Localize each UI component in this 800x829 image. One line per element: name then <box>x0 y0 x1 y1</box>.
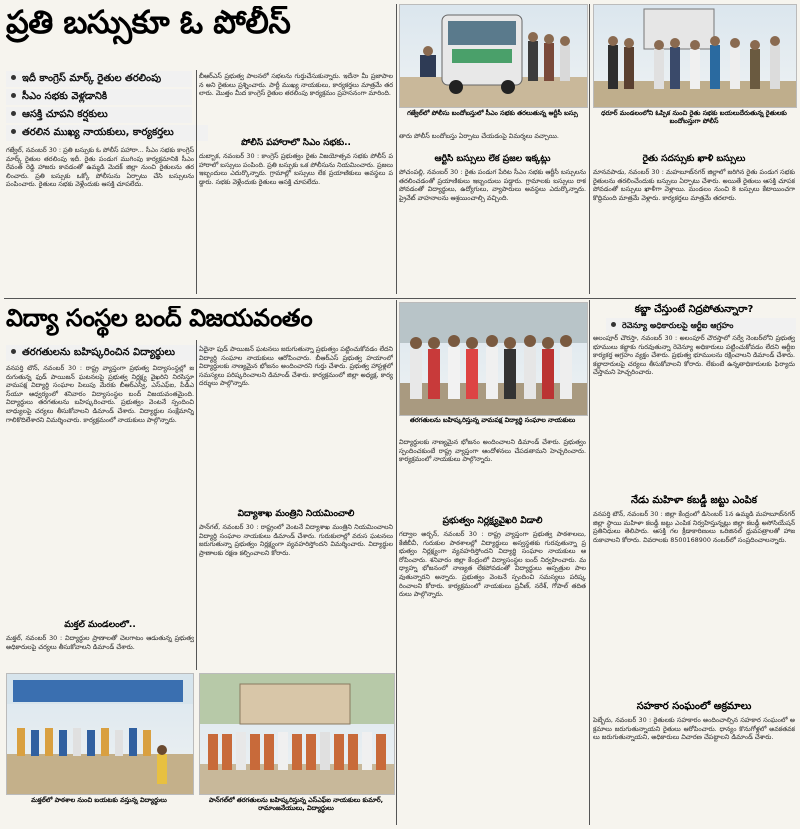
divider <box>589 4 590 294</box>
protest-photo-illustration <box>400 303 587 415</box>
article-bus-col2: బీఆర్ఎస్ ప్రభుత్వ పాలనలో సభలను గుర్తుచేసుకున్నారు. ఇదేనా మీ ప్రజాపాలన అని రైతులు ప్రశ్నించారు. పార్టీ ముఖ్య నాయకులు, కార్యకర్తలు మాత్రమే తరలారు. మొత్తం మీద కాంగ్రెస్ రైతుల తరలింపు కార్యక్రమం ప్రహసనంగా మారింది. <box>199 72 393 98</box>
pangal-photo-illustration <box>200 674 394 794</box>
article-bandh-col2: ఏదైనా ఫుడ్ పాయిజన్ ఘటనలు జరుగుతున్నా ప్రభుత్వం పట్టించుకోవడం లేదని విద్యార్థి సంఘాల నాయకులు ఆరోపించారు. బీఆర్ఎస్ ప్రభుత్వ హయాంలో విద్యార్థులకు నాణ్యమైన భోజనం అందించారని గుర్తు చేశారు. ప్రభుత్వ హాస్టళ్లలో సమస్యలు పరిష్కరించాలని డిమాండ్ చేశారు. కార్యక్రమంలో జిల్లా అధ్యక్ష, కార్యదర్శులు పాల్గొన్నారు. <box>199 345 393 388</box>
article-encroachment: అలంపూర్ చౌరస్తా, నవంబర్ 30 : అలంపూర్ చౌరస్తాలో సర్వే నెంబర్‌లోని ప్రభుత్వ భూములు కబ్జాకు గురవుతున్నా రెవెన్యూ అధికారులు పట్టించుకోవడం లేదని ఆర్టీఐ కార్యకర్త ఆగ్రహం వ్యక్తం చేశారు. ప్రభుత్వ భూములను రక్షించాలని డిమాండ్ చేశారు. కబ్జాదారులపై చర్యలు తీసుకోవాలని కోరారు. లేకుంటే ఉన్నతాధికారులకు ఫిర్యాదు చేస్తామని హెచ్చరించారు. <box>593 334 795 377</box>
article-bandh-col3: విద్యార్థులకు నాణ్యమైన భోజనం అందించాలని డిమాండ్ చేశారు. ప్రభుత్వం స్పందించకుంటే రాష్ట్ర వ్యాప్తంగా ఆందోళనలు చేపడతామని హెచ్చరించారు. కార్యక్రమంలో నాయకులు పాల్గొన్నారు. <box>399 438 586 464</box>
divider <box>196 340 197 670</box>
photo-farmers-police <box>593 4 797 108</box>
subhead-education-minister: విద్యాశాఖ మంత్రిని నియమించాలి <box>237 509 355 519</box>
photo-pangal-students <box>199 673 395 795</box>
caption-photo-farmers: ధరూర్ మండలంలోని ఓప్పిక నుంచి రైతు సభకు బయలుదేరుతున్న రైతులకు బందోబస్తుగా పోలీస్ <box>601 109 787 126</box>
subhead-negligence: ప్రభుత్వం నిర్లక్ష్యవైఖరి వీడాలి <box>442 516 543 526</box>
school-photo-illustration <box>7 674 193 794</box>
divider <box>396 300 397 825</box>
article-cooperative: పెబ్బేరు, నవంబర్ 30 : రైతులకు సహకారం అందించాల్సిన సహకార సంఘంలో అక్రమాలు జరుగుతున్నాయని రైతులు ఆరోపించారు. ధాన్యం కొనుగోళ్లలో అవకతవకలు జరుగుతున్నాయని, అధికారులు విచారణ చేపట్టాలని డిమాండ్ చేశారు. <box>593 716 795 742</box>
divider <box>4 298 796 299</box>
article-maktal: మక్తల్, నవంబర్ 30 : విద్యార్థుల ప్రాణాలతో చెలగాటం ఆడుతున్న ప్రభుత్వ అధికారులపై చర్యలు తీసుకోవాలని డిమాండ్ చేశారు. <box>6 634 194 651</box>
headline-encroachment: కబ్జా చేస్తుంటే నిద్రపోతున్నారా? <box>634 304 754 315</box>
photo-student-protest <box>399 302 588 416</box>
caption-photo-maktal: మక్తల్‌లో పాఠశాల నుంచి బయటకు వస్తున్న విద్యార్థులు <box>31 796 167 804</box>
bullet-rti: రెవెన్యూ అధికారులపై ఆర్టీఐ ఆగ్రహం <box>606 318 796 334</box>
farmers-photo-illustration <box>594 5 796 107</box>
divider <box>196 70 197 294</box>
subhead-empty-buses: రైతు సదస్సుకు ఖాళీ బస్సులు <box>642 154 746 164</box>
article-education-minister: పాన్‌గల్, నవంబర్ 30 : రాష్ట్రంలో వెంటనే విద్యాశాఖ మంత్రిని నియమించాలని విద్యార్థి సంఘాల నాయకులు డిమాండ్ చేశారు. గురుకులాల్లో వరుస ఘటనలు జరుగుతున్నా ప్రభుత్వం నిర్లక్ష్యంగా వ్యవహరిస్తోందని విమర్శించారు. విద్యార్థుల ప్రాణాలకు రక్షణ కల్పించాలని కోరారు. <box>199 523 393 557</box>
bullet-3: ఆసక్తి చూపని కర్షకులు <box>6 107 192 123</box>
bullet-4: తరలిన ముఖ్య నాయకులు, కార్యకర్తలు <box>6 125 208 141</box>
article-kabaddi: వనపర్తి టౌన్, నవంబర్ 30 : జిల్లా కేంద్రంలో డిసెంబర్ 1న ఉమ్మడి మహబూబ్‌నగర్ జిల్లా స్థాయి మహిళా కబడ్డీ జట్టు ఎంపిక నిర్వహిస్తున్నట్లు జిల్లా కబడ్డీ అసోసియేషన్ ప్రతినిధులు తెలిపారు. ఆసక్తి గల క్రీడాకారిణులు ఒరిజినల్ ధ్రువపత్రాలతో హాజరుకావాలని కోరారు. వివరాలకు 8500168900 నంబర్‌లో సంప్రదించాలన్నారు. <box>593 510 795 544</box>
subhead-kabaddi: నేడు మహిళా కబడ్డీ జట్టు ఎంపిక <box>631 495 757 506</box>
headline-bandh: విద్యా సంస్థల బంద్ విజయవంతం <box>6 306 313 332</box>
article-rtc: పోచంపల్లి, నవంబర్ 30 : రైతు పండుగ పేరిట సీఎం సభకు ఆర్టీసీ బస్సులను తరలించడంతో ప్రయాణికులు ఇబ్బందులు పడ్డారు. గ్రామాలకు బస్సులు రాకపోవడంతో విద్యార్థులు, ఉద్యోగులు, వ్యాపారులు అవస్థలు ఎదుర్కొన్నారు. ప్రైవేట్ వాహనాలను ఆశ్రయించాల్సి వచ్చింది. <box>399 168 586 202</box>
article-empty-buses: మానవపాడు, నవంబర్ 30 : మహబూబ్‌నగర్ జిల్లాలో జరిగిన రైతు పండుగ సభకు రైతులను తరలించేందుకు బస్సులు ఏర్పాటు చేశారు. అయితే రైతులు ఆసక్తి చూపకపోవడంతో బస్సులు ఖాళీగా వెళ్లాయి. మండలం నుంచి 8 బస్సులు కేటాయించగా కొద్దిమంది మాత్రమే వెళ్లారు. కార్యకర్తలు మాత్రమే తరలారు. <box>593 168 795 202</box>
article-bandh-col1: వనపర్తి టౌన్, నవంబర్ 30 : రాష్ట్ర వ్యాప్తంగా ప్రభుత్వ విద్యాసంస్థల్లో జరుగుతున్న ఫుడ్ పాయిజన్ ఘటనలపై ప్రభుత్వ నిర్లక్ష్య వైఖరిని నిరసిస్తూ వామపక్ష విద్యార్థి సంఘాల పిలుపు మేరకు బీఆర్ఎస్వీ, ఎస్ఎఫ్ఐ, పీడీఎస్‌యూ ఆధ్వర్యంలో శనివారం విద్యాసంస్థల బంద్ విజయవంతమైంది. విద్యార్థులు తరగతులను బహిష్కరించారు. ప్రభుత్వం వెంటనే స్పందించి బాధ్యులపై చర్యలు తీసుకోవాలని డిమాండ్ చేశారు. విద్యార్థుల సంక్షేమాన్ని గాలికొదిలేశారని విమర్శించారు. కార్యక్రమంలో నాయకులు పాల్గొన్నారు. <box>6 364 194 424</box>
article-bus-col1: గజ్వేల్, నవంబర్ 30 : ప్రతి బస్సుకు ఓ పోలీస్ పహారా... సీఎం సభకు కాంగ్రెస్ మార్క్ రైతుల తరలింపు ఇదీ. రైతు పండుగ ముగింపు కార్యక్రమానికి సీఎం రేవంత్ రెడ్డి హాజరు కావడంతో ఉమ్మడి మెదక్ జిల్లా నుంచి రైతులను తరలించారు. ప్రతి బస్సుకు ఒక్కో పోలీసును ఏర్పాటు చేసి బస్సులను పంపించారు. రైతులు సభకు వెళ్లేందుకు ఆసక్తి చూపలేదు. <box>6 146 194 189</box>
bullet-2: సీఎం సభకు వెళ్లడానికి <box>6 89 192 105</box>
subhead-rtc: ఆర్టీసీ బస్సులు లేక ప్రజల ఇక్కట్లు <box>434 154 551 164</box>
caption-photo-bus: గజ్వేల్‌లో పోలీసు బందోబస్తులో సీఎం సభకు తరలుతున్న ఆర్టీసీ బస్సు <box>407 109 578 117</box>
subhead-maktal: మక్తల్ మండలంలో.. <box>64 620 136 630</box>
photo-maktal-school <box>6 673 194 795</box>
subhead-police: పోలీస్ పహారాలో సీఎం సభకు.. <box>241 138 351 148</box>
divider <box>589 300 590 825</box>
article-police-continued: తారు పోలీస్ బందోబస్తు ఏర్పాటు చేయడంపై విమర్శలు వచ్చాయి. <box>399 132 559 140</box>
headline-top: ప్రతి బస్సుకూ ఓ పోలీస్ <box>6 6 291 41</box>
bullet-1: ఇదీ కాంగ్రెస్ మార్క్ రైతుల తరలింపు <box>6 71 192 87</box>
caption-photo-pangal: పాన్‌గల్‌లో తరగతులను బహిష్కరిస్తున్న ఎస్ఎఫ్ఐ నాయకులు కుమార్, రామాంజనేయులు, విద్యార్థులు <box>208 796 384 813</box>
article-police: దుబ్బాక, నవంబర్ 30 : కాంగ్రెస్ ప్రభుత్వం రైతు విజయోత్సవ సభకు పోలీస్ పహారాలో బస్సులు పంపింది. ప్రతి బస్సుకు ఒక పోలీసును నియమించారు. ప్రజలు ఇబ్బందులు ఎదుర్కొన్నారు. గ్రామాల్లో బస్సులు లేక ప్రయాణికులు అవస్థలు పడ్డారు. సభకు వెళ్లేందుకు రైతులు ఆసక్తి చూపలేదు. <box>199 152 393 186</box>
caption-photo-protest: తరగతులను బహిష్కరిస్తున్న వామపక్ష విద్యార్థి సంఘాల నాయకులు <box>409 416 576 424</box>
subhead-cooperative: సహకార సంఘంలో అక్రమాలు <box>636 701 752 712</box>
article-negligence: గద్వాల అర్బన్, నవంబర్ 30 : రాష్ట్ర వ్యాప్తంగా ప్రభుత్వ పాఠశాలలు, కేజీబీవీ, గురుకుల పాఠశాలల్లో విద్యార్థులు అస్వస్థతకు గురవుతున్నా ప్రభుత్వం నిర్లక్ష్యంగా వ్యవహరిస్తోందని విద్యార్థి సంఘాల నాయకులు ఆరోపించారు. శనివారం జిల్లా కేంద్రంలో విద్యాసంస్థల బంద్ నిర్వహించారు. మధ్యాహ్న భోజనంలో నాణ్యత లేకపోవడంతో విద్యార్థులు ఆస్పత్రుల పాలవుతున్నారని అన్నారు. ప్రభుత్వం వెంటనే స్పందించి సమస్యలు పరిష్కరించాలని కోరారు. కార్యక్రమంలో నాయకులు ప్రవీణ్, నరేశ్, గోపాల్ తదితరులు పాల్గొన్నారు. <box>399 530 586 599</box>
photo-bus-gajwel <box>399 4 588 108</box>
bullet-students: తరగతులను బహిష్కరించిన విద్యార్థులు <box>6 345 208 361</box>
divider <box>396 4 397 294</box>
bus-photo-illustration <box>400 5 587 107</box>
